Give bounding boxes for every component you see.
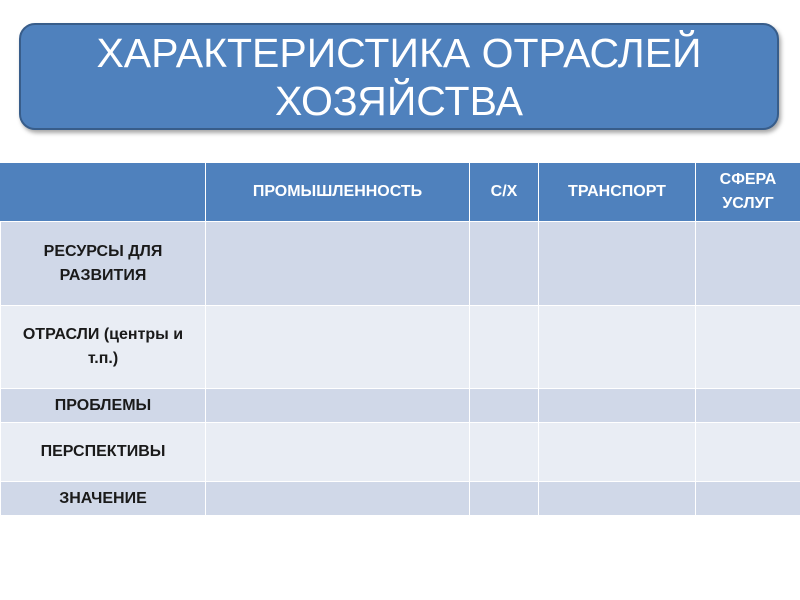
header-services: СФЕРА УСЛУГ — [696, 163, 800, 222]
table-cell[interactable] — [470, 482, 539, 516]
table-header-row — [1, 163, 800, 222]
table-row — [1, 389, 800, 423]
table-cell[interactable] — [539, 423, 696, 482]
header-industry: ПРОМЫШЛЕННОСТЬ — [206, 163, 470, 222]
table-cell[interactable] — [539, 222, 696, 306]
row-label-branches — [1, 306, 206, 389]
row-label-resources: РЕСУРСЫ ДЛЯ РАЗВИТИЯ — [1, 222, 206, 306]
table-cell[interactable] — [539, 306, 696, 389]
row-label-significance: ЗНАЧЕНИЕ — [1, 482, 206, 516]
row-label-prospects: ПЕРСПЕКТИВЫ — [1, 423, 206, 482]
table-row — [1, 222, 800, 306]
header-transport: ТРАНСПОРТ — [539, 163, 696, 222]
page-title — [79, 29, 719, 125]
table-cell[interactable] — [539, 389, 696, 423]
table-cell[interactable] — [206, 306, 470, 389]
table-cell[interactable] — [206, 423, 470, 482]
row-label-branches-main: ОТРАСЛИ — [22, 326, 100, 343]
header-corner-cell — [1, 163, 206, 222]
row-label-problems: ПРОБЛЕМЫ — [1, 389, 206, 423]
table-cell[interactable] — [539, 482, 696, 516]
table-cell[interactable] — [696, 389, 800, 423]
table-row — [1, 306, 800, 389]
table-cell[interactable] — [696, 482, 800, 516]
title-line-2: ХОЗЯЙСТВА — [275, 77, 523, 124]
industry-characteristics-table — [0, 162, 800, 516]
table-cell[interactable] — [206, 482, 470, 516]
title-banner — [19, 23, 779, 130]
table-cell[interactable] — [470, 222, 539, 306]
table-cell[interactable] — [470, 423, 539, 482]
table-cell[interactable] — [206, 222, 470, 306]
table-cell[interactable] — [696, 423, 800, 482]
table-cell[interactable] — [206, 389, 470, 423]
table-cell[interactable] — [470, 389, 539, 423]
table-cell[interactable] — [696, 222, 800, 306]
table-cell[interactable] — [470, 306, 539, 389]
title-line-1: ХАРАКТЕРИСТИКА ОТРАСЛЕЙ — [96, 29, 702, 76]
header-agriculture: С/Х — [470, 163, 539, 222]
table-cell[interactable] — [696, 306, 800, 389]
row-label-branches-extra: (центры и т.п.) — [87, 326, 184, 367]
table-row — [1, 423, 800, 482]
table-row — [1, 482, 800, 516]
